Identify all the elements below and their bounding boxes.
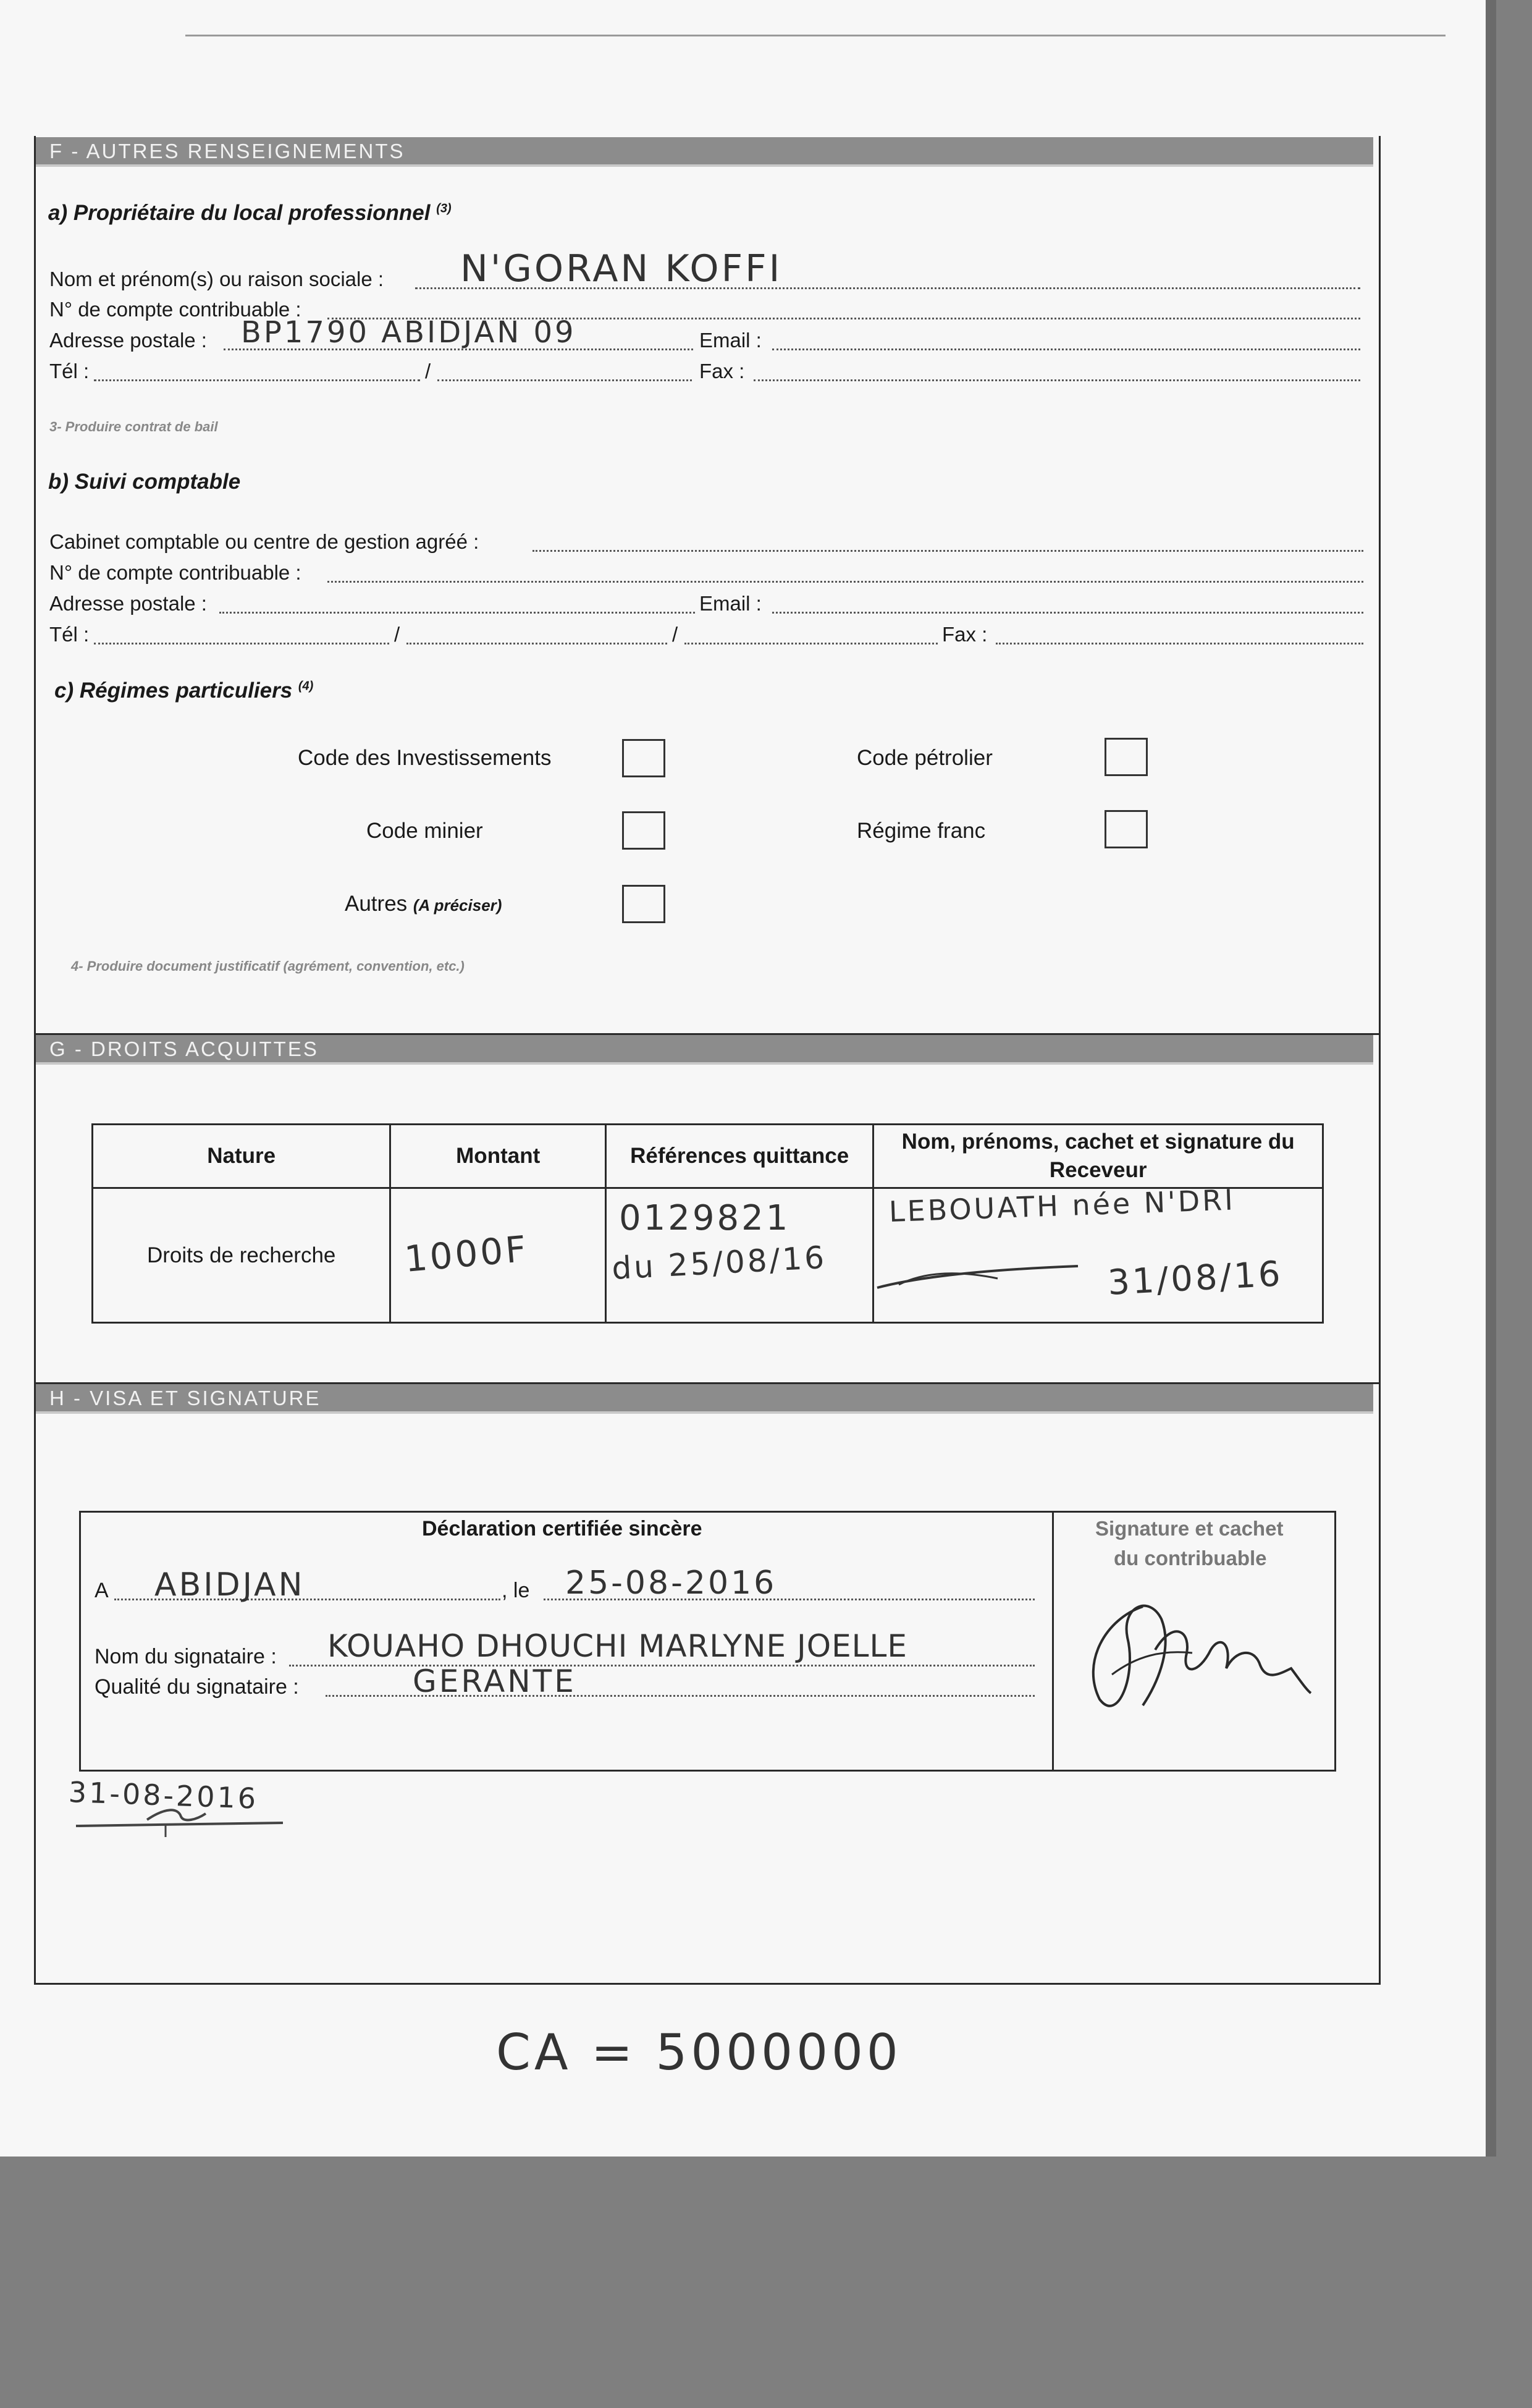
- declaration-divider: [1052, 1511, 1054, 1772]
- cabinet-email-line: [772, 612, 1363, 614]
- reference-number: 0129821: [619, 1198, 791, 1238]
- section-f-title: F - AUTRES RENSEIGNEMENTS: [49, 140, 405, 163]
- signataire-value: KOUAHO DHOUCHI MARLYNE JOELLE: [327, 1628, 907, 1664]
- cell-references: [606, 1188, 873, 1323]
- section-h-title: H - VISA ET SIGNATURE: [49, 1387, 321, 1409]
- ca-annotation: CA = 5000000: [496, 2024, 902, 2081]
- owner-fax-label: Fax :: [699, 360, 745, 382]
- owner-account-label: N° de compte contribuable :: [49, 298, 301, 321]
- cabinet-tel-line-3: [684, 643, 938, 644]
- section-h-underline: [36, 1411, 1373, 1414]
- reference-date: du 25/08/16: [610, 1239, 828, 1286]
- receveur-name: LEBOUATH née N'DRI: [888, 1183, 1236, 1228]
- section-g-title: G - DROITS ACQUITTES: [49, 1037, 319, 1060]
- owner-address-label: Adresse postale :: [49, 329, 207, 352]
- top-rule: [185, 35, 1446, 36]
- date-value: 25-08-2016: [565, 1565, 777, 1602]
- cabinet-address-label: Adresse postale :: [49, 592, 207, 615]
- code-minier-checkbox[interactable]: [622, 811, 665, 850]
- receveur-signature-stroke: [874, 1251, 1121, 1300]
- owner-tel-slash: /: [425, 360, 431, 382]
- contribuable-signature-icon: [1069, 1582, 1328, 1724]
- autres-checkbox[interactable]: [622, 885, 665, 923]
- cell-nature: Droits de recherche: [93, 1188, 390, 1323]
- subsection-a-title: a) Propriétaire du local professionnel: [48, 201, 431, 225]
- autres-note: (A préciser): [413, 896, 502, 915]
- qualite-value: GERANTE: [413, 1663, 576, 1699]
- subsection-a-heading: [48, 201, 452, 226]
- owner-address-value: BP1790 ABIDJAN 09: [241, 315, 576, 350]
- qualite-label: Qualité du signataire :: [95, 1675, 299, 1699]
- section-g-underline: [36, 1062, 1373, 1065]
- cabinet-fax-line: [996, 643, 1363, 644]
- droits-table-header: [93, 1125, 1323, 1188]
- cell-receveur: [873, 1183, 1323, 1323]
- footnote-3: 3- Produire contrat de bail: [49, 419, 218, 434]
- signataire-line: [289, 1665, 1035, 1667]
- cabinet-line: [532, 550, 1363, 552]
- declaration-title: Déclaration certifiée sincère: [422, 1517, 702, 1540]
- code-investissements-label: Code des Investissements: [298, 746, 552, 770]
- subsection-c-title: c) Régimes particuliers: [54, 678, 293, 703]
- code-investissements-checkbox[interactable]: [622, 739, 665, 777]
- footnote-4: 4- Produire document justificatif (agrément, convention, etc.): [71, 958, 465, 974]
- subsection-c-heading: [54, 678, 313, 703]
- footnote-4-marker: (4): [298, 679, 314, 693]
- section-g-header: [36, 1035, 1373, 1062]
- regime-franc-checkbox[interactable]: [1105, 810, 1148, 848]
- cabinet-account-line: [327, 581, 1363, 583]
- header-nature: Nature: [93, 1125, 390, 1188]
- cabinet-tel-line-1: [94, 643, 389, 644]
- cell-montant: [390, 1188, 606, 1323]
- cabinet-account-label: N° de compte contribuable :: [49, 561, 301, 584]
- signature-title-1: Signature et cachet: [1095, 1517, 1284, 1540]
- footnote-3-marker: (3): [436, 201, 452, 216]
- header-montant: Montant: [390, 1125, 606, 1188]
- owner-name-label: Nom et prénom(s) ou raison sociale :: [49, 268, 384, 290]
- owner-tel-label: Tél :: [49, 360, 90, 382]
- cabinet-tel-slash-1: /: [394, 623, 400, 646]
- cabinet-fax-label: Fax :: [942, 623, 988, 646]
- subsection-b-title: b) Suivi comptable: [48, 470, 241, 494]
- cabinet-label: Cabinet comptable ou centre de gestion agréé :: [49, 530, 479, 553]
- sheet-edge-shadow: [1486, 0, 1496, 2157]
- place-value: ABIDJAN: [154, 1566, 305, 1603]
- cabinet-email-label: Email :: [699, 592, 762, 615]
- cabinet-tel-label: Tél :: [49, 623, 90, 646]
- droits-table-row: [93, 1188, 1323, 1323]
- owner-name-value: N'GORAN KOFFI: [460, 247, 783, 290]
- owner-tel-line-2: [437, 379, 692, 381]
- owner-tel-line-1: [94, 379, 420, 381]
- cabinet-tel-slash-2: /: [672, 623, 678, 646]
- owner-email-label: Email :: [699, 329, 762, 352]
- section-h-header: [36, 1384, 1373, 1411]
- droits-table: [91, 1123, 1324, 1324]
- receveur-date: 31/08/16: [1106, 1254, 1284, 1303]
- section-f-underline: [36, 164, 1373, 167]
- owner-email-line: [772, 349, 1360, 350]
- margin-paraph-icon: [73, 1801, 289, 1838]
- code-petrolier-checkbox[interactable]: [1105, 738, 1148, 776]
- margin-date: 31-08-2016: [68, 1775, 259, 1815]
- header-receveur: Nom, prénoms, cachet et signature du Receveur: [873, 1125, 1323, 1188]
- section-f-header: [36, 137, 1373, 164]
- signature-title-2: du contribuable: [1114, 1547, 1267, 1569]
- autres-label-group: [345, 892, 502, 916]
- owner-fax-line: [754, 379, 1360, 381]
- code-minier-label: Code minier: [366, 819, 483, 843]
- regime-franc-label: Régime franc: [857, 819, 986, 843]
- cabinet-tel-line-2: [406, 643, 667, 644]
- date-label: , le: [502, 1579, 530, 1602]
- header-references: Références quittance: [606, 1125, 873, 1188]
- autres-label: Autres: [345, 892, 408, 916]
- code-petrolier-label: Code pétrolier: [857, 746, 993, 770]
- montant-value: 1000F: [403, 1227, 531, 1280]
- cabinet-address-line: [219, 612, 695, 614]
- place-label: A: [95, 1579, 109, 1602]
- signataire-label: Nom du signataire :: [95, 1645, 277, 1668]
